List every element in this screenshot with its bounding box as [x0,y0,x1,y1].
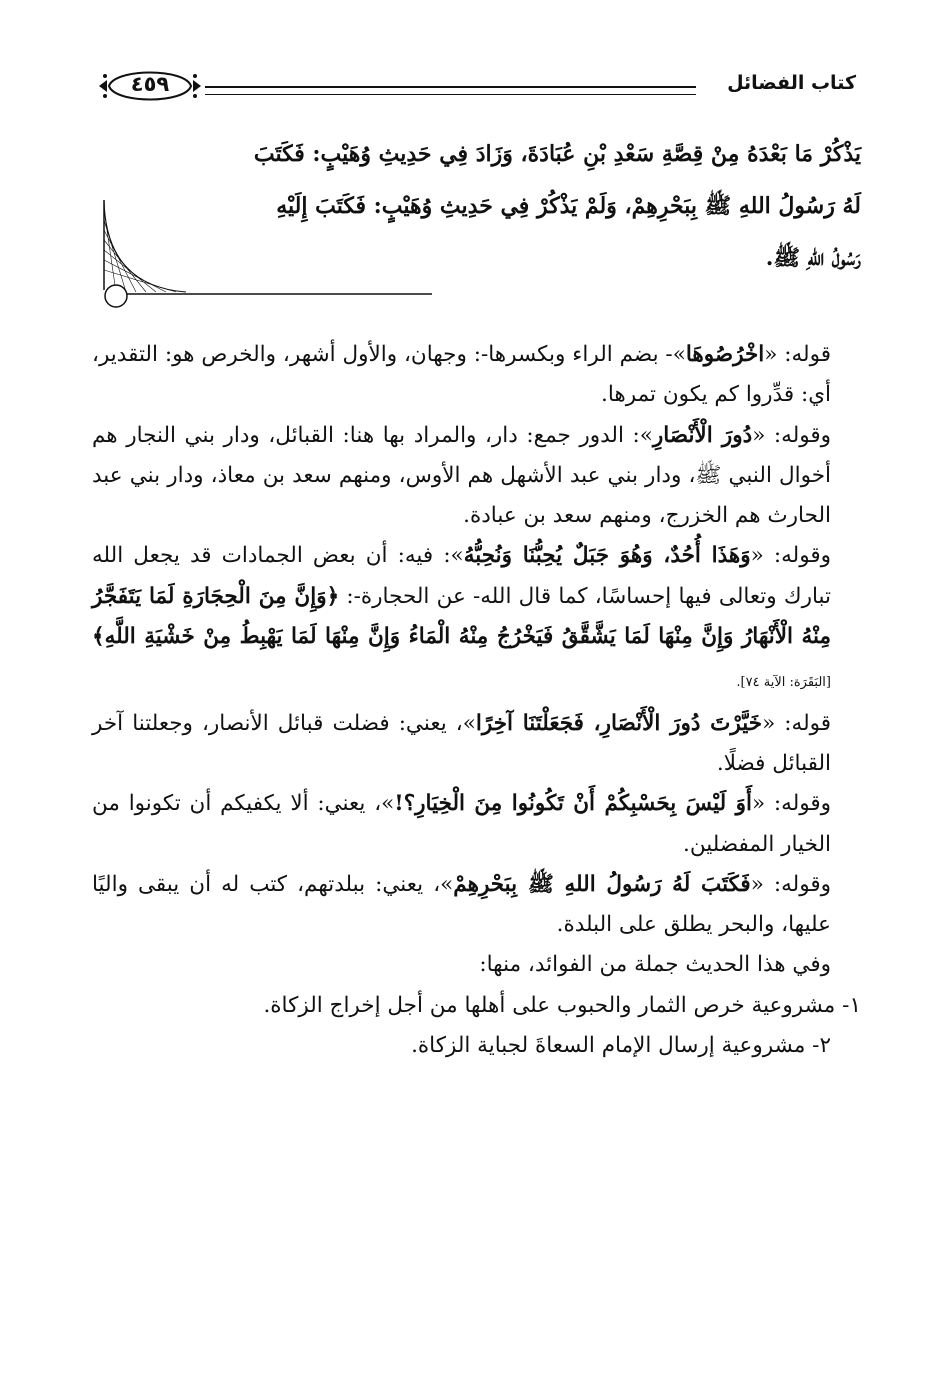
paragraph [92,536,861,703]
text: قوله: « [764,342,831,367]
text: »: فيه: أن بعض الجمادات قد يجعل الله تبارك وتعالى فيها إحساسًا، كما قال الله- عن الحجارة-: [92,543,831,609]
hadith-line: رَسُولُ اللهِ ﷺ. [765,245,861,271]
quoted-term: أَوَ لَيْسَ بِحَسْبِكُمْ أَنْ تَكُونُوا مِنَ الْخِيَارِ؟! [394,791,752,817]
text: وقوله: « [751,791,832,817]
verse-reference: [البَقَرَة: الآية ٧٤]. [736,675,831,691]
text: »: الدور جمع: دار، والمراد بها هنا: القبائل، ودار بني النجار هم أخوال النبي ﷺ، ودار بني عبد الأشهل هم الأوس، ومنهم سعد بن معاذ، ودار بني عبد الحارث هم الخزرج، ومنهم سعد بن عبادة. [92,422,831,529]
paragraph [92,865,861,946]
text: »- بضم الراء وبكسرها-: وجهان، والأول أشهر، والخرص هو: التقدير، أي: قدِّروا كم يكون تمرها. [92,342,831,408]
header-rule [205,86,696,95]
quoted-term: دُورَ الْأَنْصَارِ [652,422,753,448]
quran-verse: ﴿وَإِنَّ مِنَ الْحِجَارَةِ لَمَا يَتَفَجَّرُ مِنْهُ الْأَنْهَارُ وَإِنَّ مِنْهَا لَمَا يَشَّقَّقُ فَيَخْرُجُ مِنْهُ الْمَاءُ وَإِنَّ مِنْهَا لَمَا يَهْبِطُ مِنْ خَشْيَةِ اللَّهِ﴾ [92,583,831,650]
text: قوله: « [762,710,832,736]
text: وقوله: « [750,871,832,897]
commentary-body [92,335,861,1066]
book-title: كتاب الفضائل [727,72,856,94]
page-number: ٤٥٩ [130,72,170,96]
page-number-ornament [95,62,205,110]
hadith-line: يَذْكُرْ مَا بَعْدَهُ مِنْ قِصَّةِ سَعْدِ بْنِ عُبَادَةَ، وَزَادَ فِي حَدِيثِ وُهَيْبٍ: فَكَتَبَ [253,141,861,167]
paragraph [92,704,861,785]
paragraph: وفي هذا الحديث جملة من الفوائد، منها: [479,952,831,978]
list-item: ١- مشروعية خرص الثمار والحبوب على أهلها من أجل إخراج الزكاة. [263,992,861,1018]
quoted-term: وَهَذَا أُحُدٌ، وَهُوَ جَبَلٌ يُحِبُّنَا وَنُحِبُّهُ [463,543,751,569]
corner-ornament-icon [96,190,436,310]
hadith-line: لَهُ رَسُولُ اللهِ ﷺ بِبَحْرِهِمْ، وَلَمْ يَذْكُرْ فِي حَدِيثِ وُهَيْبٍ: فَكَتَبَ إِلَيْهِ [276,193,861,219]
page-header [95,52,856,102]
text: وقوله: « [752,422,832,448]
quoted-term: فَكَتَبَ لَهُ رَسُولُ اللهِ ﷺ بِبَحْرِهِمْ [453,871,751,897]
quoted-term: اخْرُصُوهَا [685,342,765,367]
text: »، يعني: فضلت قبائل الأنصار، وجعلتنا آخر القبائل فضلًا. [92,710,831,776]
text: وقوله: « [750,543,831,569]
paragraph [92,335,861,416]
paragraph [92,784,861,865]
text: »، يعني: ألا يكفيكم أن تكونوا من الخيار المفضلين. [92,791,831,857]
list-item: ٢- مشروعية إرسال الإمام السعاةَ لجباية الزكاة. [411,1033,831,1059]
text: »، يعني: ببلدتهم، كتب له أن يبقى واليًا عليها، والبحر يطلق على البلدة. [92,871,831,938]
quoted-term: خَيَّرْتَ دُورَ الْأَنْصَارِ، فَجَعَلْتَنَا آخِرًا [475,710,763,736]
paragraph [92,416,861,537]
